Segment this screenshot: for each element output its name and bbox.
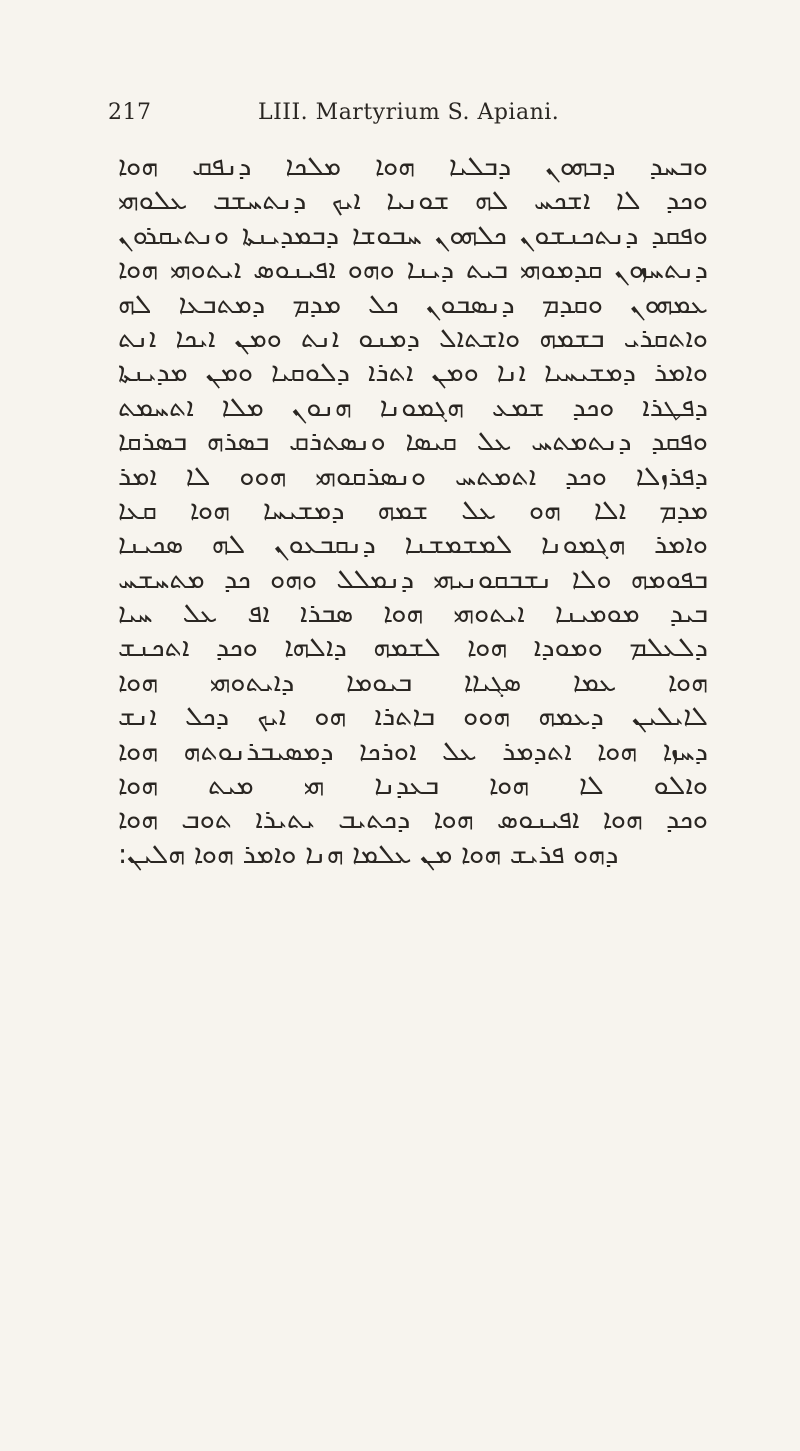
- page-header: [108, 100, 690, 130]
- text-line: ܕܦܛܪܐ ܘܟܕ ܫܡܥ ܗܓܡܘܢܐ ܗܢܘܢ ܡܠܐ ܐܬܚܡܬ: [118, 391, 708, 423]
- text-line: ܘܟܕ ܠܐ ܐܫܟܚ ܠܗ ܫܘܢܝܐ ܐܝܟ ܕܢܬܚܫܒ ܥܠܘܗܝ: [118, 185, 708, 217]
- text-line: ܘܐܬܩܪܝ ܒܫܡܗ ܘܐܫܬܐܠ ܕܡܢܘ ܐܢܬ ܘܡܢ ܐܝܟܐ ܐܢܬ: [118, 322, 708, 354]
- running-title: LIII. Martyrium S. Apiani.: [258, 100, 560, 125]
- text-line: ܘܐܠܘ ܠܐ ܗܘܐ ܒܥܕܢܐ ܗܝ ܡܝܬ ܗܘܐ: [118, 770, 708, 802]
- text-line: ܕܦܪܙܠܐ ܘܟܕ ܐܬܡܬܚ ܘܢܣܪܩܘܗܝ ܗܘܘ ܠܐ ܐܡܪ: [118, 460, 708, 492]
- text-line: ܘܟܕ ܗܘܐ ܐܦܝܢܘܣ ܗܘܐ ܕܟܬܝܒ ܝܬܝܪܐ ܬܘܒ ܗܘܐ: [118, 804, 708, 836]
- page-number: 217: [108, 100, 152, 125]
- text-line: ܕܠܥܠܡ ܘܡܘܕܐ ܗܘܐ ܠܫܡܗ ܕܐܠܗܐ ܘܟܕ ܐܬܟܢܫ: [118, 632, 708, 664]
- text-line: ܒܦܘܡܗ ܘܠܐ ܢܫܒܩܘܢܝܗܝ ܕܢܡܠܠ ܘܗܘ ܟܕ ܡܬܚܫܚ: [118, 563, 708, 595]
- text-line: ܥܡܗܘܢ ܘܩܕܡ ܕܢܣܒܘܢ ܟܠ ܡܕܡ ܕܡܬܒܥܐ ܠܗ: [118, 288, 708, 320]
- text-line: ܘܦܩܕ ܕܢܬܟܢܫܘܢ ܟܠܗܘܢ ܚܒܘܫܐ ܕܒܡܕܝܢܬܐ ܘܢܬܝܩܪܘܢ: [118, 219, 708, 251]
- syriac-text-block: [118, 150, 708, 872]
- text-line: ܕܗܘ ܦܪܝܫ ܗܘܐ ܡܢ ܥܠܡܐ ܗܢܐ ܘܐܡܪ ܗܘܐ ܗܠܝܢ:: [118, 838, 619, 870]
- text-line: ܗܘܐ ܥܡܐ ܣܓܝܐܐ ܒܝܘܡܐ ܕܐܝܬܘܗܝ ܗܘܐ: [118, 666, 708, 698]
- text-line: ܘܦܩܕ ܕܢܬܡܬܚ ܥܠ ܩܝܣܐ ܘܢܣܬܪܩ ܒܣܪܗ ܒܣܪܩܐ: [118, 426, 708, 458]
- text-line: ܒܝܕ ܡܘܡܝܢܐ ܐܝܬܘܗܝ ܗܘܐ ܣܒܪܐ ܐܦ ܥܠ ܚܝܐ: [118, 598, 708, 630]
- text-line: ܘܐܡܪ ܗܓܡܘܢܐ ܠܡܫܡܫܢܐ ܕܢܩܒܥܘܢ ܠܗ ܣܟܝܢܐ: [118, 529, 708, 561]
- text-line: ܘܒܚܕ ܕܒܗܘܢ ܕܒܠܝܐ ܗܘܐ ܡܠܟܐ ܕܢܦܩ ܗܘܐ: [118, 151, 708, 182]
- text-line: ܡܕܡ ܐܠܐ ܗܘ ܥܠ ܫܡܗ ܕܡܫܝܚܐ ܗܘܐ ܩܥܐ: [118, 494, 708, 526]
- text-line: ܠܐܝܠܝܢ ܕܥܡܗ ܗܘܘ ܒܐܬܪܐ ܗܘ ܐܝܟ ܕܟܠ ܐܢܫ: [118, 701, 708, 733]
- text-line: ܕܚܙܐ ܗܘܐ ܐܬܕܡܪ ܥܠ ܐܘܪܟܐ ܕܡܣܝܒܪܢܘܬܗ ܗܘܐ: [118, 735, 708, 767]
- text-line: ܘܐܡܪ ܕܡܫܝܚܝܐ ܐܢܐ ܘܡܢ ܐܬܪܐ ܕܠܘܩܝܐ ܘܡܢ ܡܕܝܢܬܐ: [118, 357, 708, 389]
- text-line: ܕܢܬܚܙܘܢ ܩܕܡܘܗܝ ܒܝܬ ܕܝܢܐ ܘܗܘ ܐܦܝܢܘܣ ܐܝܬܘܗܝ ܗܘܐ: [118, 254, 708, 286]
